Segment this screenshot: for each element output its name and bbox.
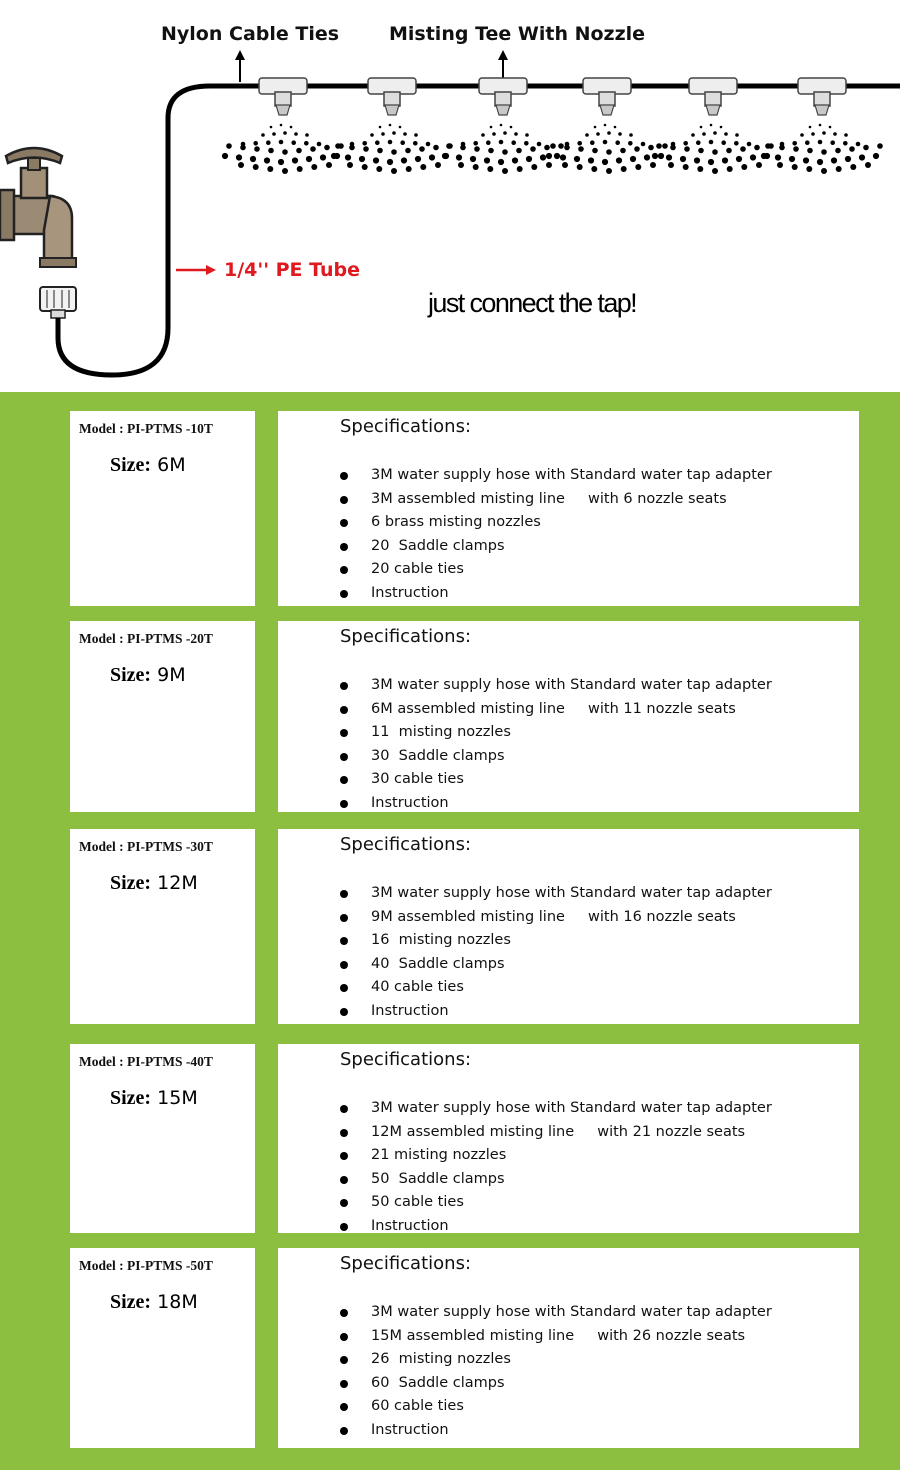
- faucet-icon: [0, 148, 76, 267]
- label-misting-tee: Misting Tee With Nozzle: [389, 23, 646, 45]
- spec-item: 3M water supply hose with Standard water tap adapter: [340, 464, 772, 488]
- spec-list: [340, 464, 772, 606]
- size-label: Size:: [110, 1087, 152, 1109]
- mist-spray: [222, 124, 344, 174]
- size-value: 12M: [157, 872, 198, 894]
- product-card: [70, 1044, 859, 1233]
- model-box: [70, 1044, 255, 1233]
- misting-tee-icon: [583, 78, 631, 115]
- model-number: PI-PTMS -50T: [127, 1258, 213, 1273]
- model-box: [70, 1248, 255, 1448]
- model-label: Model :: [79, 421, 124, 436]
- size-label: Size:: [110, 1291, 152, 1313]
- spec-box: [278, 621, 859, 812]
- model-label: Model :: [79, 631, 124, 646]
- model-box: [70, 621, 255, 812]
- spec-title: Specifications:: [340, 1049, 472, 1070]
- label-nylon-cable-ties: Nylon Cable Ties: [161, 23, 340, 45]
- spec-item: 20 Saddle clamps: [340, 535, 772, 559]
- spec-item: 50 cable ties: [340, 1191, 772, 1215]
- mist-spray: [442, 124, 564, 174]
- spec-item: 16 misting nozzles: [340, 929, 772, 953]
- spec-box: [278, 411, 859, 606]
- pe-tube-arrow: [176, 265, 216, 275]
- size-label: Size:: [110, 454, 152, 476]
- spec-item: 60 Saddle clamps: [340, 1372, 772, 1396]
- spec-box: [278, 1044, 859, 1233]
- size-value: 6M: [157, 454, 186, 476]
- model-number: PI-PTMS -40T: [127, 1054, 213, 1069]
- spec-item: 30 Saddle clamps: [340, 745, 772, 769]
- spec-item: Instruction: [340, 792, 772, 816]
- size-line: [110, 664, 186, 687]
- spec-title: Specifications:: [340, 416, 472, 437]
- mist-spray: [546, 124, 668, 174]
- tagline: just connect the tap!: [428, 288, 637, 318]
- product-card: [70, 621, 859, 812]
- spec-item: 26 misting nozzles: [340, 1348, 772, 1372]
- model-label: Model :: [79, 1054, 124, 1069]
- mist-spray: [331, 124, 453, 174]
- misting-tee-icon: [368, 78, 416, 115]
- spec-item: 40 Saddle clamps: [340, 953, 772, 977]
- diagram-drawing: [0, 0, 900, 392]
- size-line: [110, 454, 186, 477]
- spec-item: 3M water supply hose with Standard water tap adapter: [340, 882, 772, 906]
- model-number: PI-PTMS -10T: [127, 421, 213, 436]
- size-label: Size:: [110, 872, 152, 894]
- spec-item: 3M water supply hose with Standard water tap adapter: [340, 674, 772, 698]
- misting-tee-arrow: [498, 50, 508, 82]
- spec-item: 12M assembled misting line with 21 nozzle seats: [340, 1121, 772, 1145]
- spec-item: 15M assembled misting line with 26 nozzle seats: [340, 1325, 772, 1349]
- label-pe-tube: 1/4'' PE Tube: [224, 259, 361, 281]
- spec-list: [340, 1301, 772, 1443]
- spec-item: 21 misting nozzles: [340, 1144, 772, 1168]
- spec-box: [278, 829, 859, 1024]
- spec-item: Instruction: [340, 582, 772, 606]
- model-line: [79, 631, 213, 647]
- size-value: 9M: [157, 664, 186, 686]
- product-card: [70, 1248, 859, 1448]
- spray-group: [222, 124, 883, 174]
- spec-item: 60 cable ties: [340, 1395, 772, 1419]
- size-line: [110, 1087, 198, 1110]
- spec-item: Instruction: [340, 1419, 772, 1443]
- model-number: PI-PTMS -30T: [127, 839, 213, 854]
- model-number: PI-PTMS -20T: [127, 631, 213, 646]
- spec-list: [340, 882, 772, 1024]
- model-label: Model :: [79, 1258, 124, 1273]
- size-line: [110, 872, 198, 895]
- spec-list: [340, 674, 772, 816]
- spec-item: 30 cable ties: [340, 768, 772, 792]
- spec-box: [278, 1248, 859, 1448]
- model-box: [70, 829, 255, 1024]
- misting-tee-icon: [259, 78, 307, 115]
- spec-list: [340, 1097, 772, 1239]
- size-value: 18M: [157, 1291, 198, 1313]
- spec-item: 3M water supply hose with Standard water tap adapter: [340, 1097, 772, 1121]
- model-line: [79, 1054, 213, 1070]
- model-line: [79, 1258, 213, 1274]
- tap-adapter-icon: [40, 287, 76, 318]
- model-label: Model :: [79, 839, 124, 854]
- spec-item: 40 cable ties: [340, 976, 772, 1000]
- system-diagram: [0, 0, 900, 392]
- spec-item: Instruction: [340, 1000, 772, 1024]
- spec-item: 50 Saddle clamps: [340, 1168, 772, 1192]
- spec-item: 3M assembled misting line with 6 nozzle seats: [340, 488, 772, 512]
- size-label: Size:: [110, 664, 152, 686]
- model-box: [70, 411, 255, 606]
- spec-title: Specifications:: [340, 834, 472, 855]
- size-value: 15M: [157, 1087, 198, 1109]
- mist-spray: [761, 124, 883, 174]
- spec-item: 6 brass misting nozzles: [340, 511, 772, 535]
- size-line: [110, 1291, 198, 1314]
- specifications-area: [0, 392, 900, 1470]
- mist-spray: [652, 124, 774, 174]
- spec-item: Instruction: [340, 1215, 772, 1239]
- spec-title: Specifications:: [340, 1253, 472, 1274]
- misting-tee-icon: [689, 78, 737, 115]
- spec-item: 6M assembled misting line with 11 nozzle seats: [340, 698, 772, 722]
- spec-item: 11 misting nozzles: [340, 721, 772, 745]
- product-card: [70, 829, 859, 1024]
- spec-item: 20 cable ties: [340, 558, 772, 582]
- spec-item: 9M assembled misting line with 16 nozzle seats: [340, 906, 772, 930]
- pe-tube: [58, 86, 900, 375]
- product-card: [70, 411, 859, 606]
- spec-item: 3M water supply hose with Standard water tap adapter: [340, 1301, 772, 1325]
- spec-title: Specifications:: [340, 626, 472, 647]
- misting-tee-icon: [479, 78, 527, 115]
- model-line: [79, 839, 213, 855]
- model-line: [79, 421, 213, 437]
- cable-ties-arrow: [235, 50, 245, 82]
- misting-tee-icon: [798, 78, 846, 115]
